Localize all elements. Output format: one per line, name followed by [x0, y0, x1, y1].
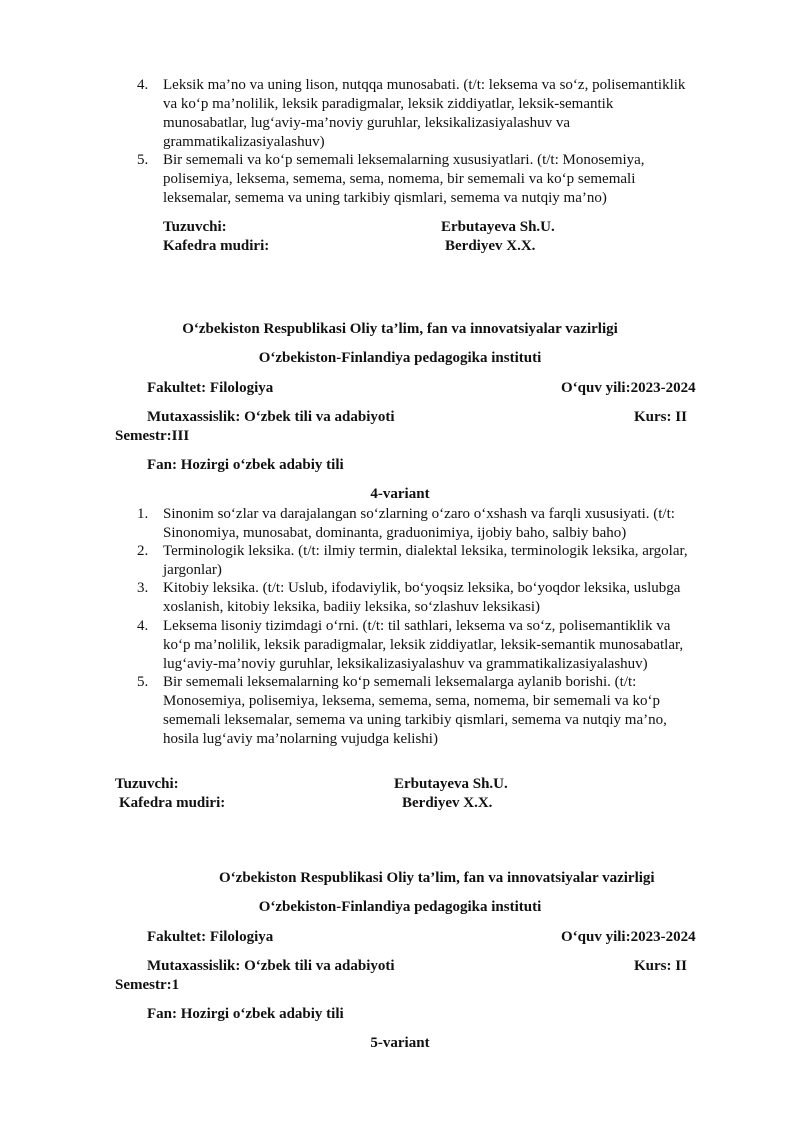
item-text-line: Bir sememali leksemalarning ko‘p sememali leksemalarga aylanib borishi. (t/t:	[163, 674, 637, 690]
subject-label: Fan: Hozirgi o‘zbek adabiy tili	[147, 457, 344, 473]
item-text-line: Monosemiya, polisemiya, leksema, semema, sema, nomema, bir sememali va ko‘p	[163, 693, 660, 709]
item-text-line: Bir sememali va ko‘p sememali leksemalarning xususiyatlari. (t/t: Monosemiya,	[163, 152, 645, 168]
faculty-label: Fakultet: Filologiya	[147, 929, 274, 945]
item-number: 3.	[137, 580, 149, 596]
semester-label: Semestr:III	[115, 428, 190, 444]
item-text-line: Sinonomiya, munosabat, dominanta, graduonimiya, ijobiy baho, salbiy baho)	[163, 525, 627, 541]
item-text-line: Terminologik leksika. (t/t: ilmiy termin, dialektal leksika, terminologik leksika, argolar,	[163, 543, 688, 559]
item-text-line: leksemalar, semema va uning tarkibiy qismlari, semema va nutqiy ma’no)	[163, 190, 607, 206]
compiler-label: Tuzuvchi:	[115, 776, 179, 792]
item-text-line: hosila lug‘aviy ma’nolarning vujudga kelishi)	[163, 731, 438, 747]
item-number: 5.	[137, 152, 149, 168]
specialty-label: Mutaxassislik: O‘zbek tili va adabiyoti	[147, 409, 395, 425]
specialty-label: Mutaxassislik: O‘zbek tili va adabiyoti	[147, 958, 395, 974]
item-number: 2.	[137, 543, 149, 559]
faculty-label: Fakultet: Filologiya	[147, 380, 274, 396]
item-text-line: jargonlar)	[163, 562, 222, 578]
item-text-line: munosabatlar, lug‘aviy-ma’noviy guruhlar, leksikalizasiyalashuv va	[163, 115, 571, 131]
variant-title: 5-variant	[370, 1035, 430, 1051]
subject-label: Fan: Hozirgi o‘zbek adabiy tili	[147, 1006, 344, 1022]
course-label: Kurs: II	[634, 409, 687, 425]
item-text-line: Leksema lisoniy tizimdagi o‘rni. (t/t: til sathlari, leksema va so‘z, polisemantiklik va	[163, 618, 671, 634]
department-head-label: Kafedra mudiri:	[163, 238, 270, 254]
item-number: 4.	[137, 77, 149, 93]
department-head-name: Berdiyev X.X.	[402, 795, 493, 811]
course-label: Kurs: II	[634, 958, 687, 974]
item-text-line: va ko‘p ma’nolilik, leksik paradigmalar, leksik ziddiyatlar, leksik-semantik	[163, 96, 614, 112]
item-text-line: Leksik ma’no va uning lison, nutqqa munosabati. (t/t: leksema va so‘z, polisemantiklik	[163, 77, 686, 93]
ministry-title: O‘zbekiston Respublikasi Oliy ta’lim, fan va innovatsiyalar vazirligi	[182, 321, 618, 337]
item-text-line: lug‘aviy-ma’noviy guruhlar, leksikalizasiyalashuv va grammatikalizasiyalashuv)	[163, 656, 648, 672]
item-text-line: Sinonim so‘zlar va darajalangan so‘zlarning o‘zaro o‘xshash va farqli xususiyati. (t/t:	[163, 506, 675, 522]
institute-title: O‘zbekiston-Finlandiya pedagogika instituti	[258, 350, 542, 366]
compiler-name: Erbutayeva Sh.U.	[394, 776, 508, 792]
department-head-name: Berdiyev X.X.	[445, 238, 536, 254]
academic-year: O‘quv yili:2023-2024	[561, 929, 696, 945]
ministry-title: O‘zbekiston Respublikasi Oliy ta’lim, fan va innovatsiyalar vazirligi	[219, 870, 655, 886]
item-text-line: sememali leksemalar, semema va uning tarkibiy qismlari, semema va nutqiy ma’no,	[163, 712, 667, 728]
compiler-name: Erbutayeva Sh.U.	[441, 219, 555, 235]
item-number: 4.	[137, 618, 149, 634]
item-text-line: polisemiya, leksema, semema, sema, nomema, bir sememali va ko‘p sememali	[163, 171, 636, 187]
item-text-line: Kitobiy leksika. (t/t: Uslub, ifodaviylik, bo‘yoqsiz leksika, bo‘yoqdor leksika, uslubga	[163, 580, 681, 596]
semester-label: Semestr:1	[115, 977, 180, 993]
variant-title: 4-variant	[370, 486, 430, 502]
institute-title: O‘zbekiston-Finlandiya pedagogika instituti	[258, 899, 542, 915]
item-text-line: xoslanish, kitobiy leksika, badiiy leksika, so‘zlashuv leksikasi)	[163, 599, 541, 615]
item-number: 5.	[137, 674, 149, 690]
compiler-label: Tuzuvchi:	[163, 219, 227, 235]
item-text-line: grammatikalizasiyalashuv)	[163, 134, 325, 150]
department-head-label: Kafedra mudiri:	[119, 795, 226, 811]
academic-year: O‘quv yili:2023-2024	[561, 380, 696, 396]
item-text-line: ko‘p ma’nolilik, leksik paradigmalar, leksik ziddiyatlar, leksik-semantik munosabatlar,	[163, 637, 684, 653]
item-number: 1.	[137, 506, 149, 522]
